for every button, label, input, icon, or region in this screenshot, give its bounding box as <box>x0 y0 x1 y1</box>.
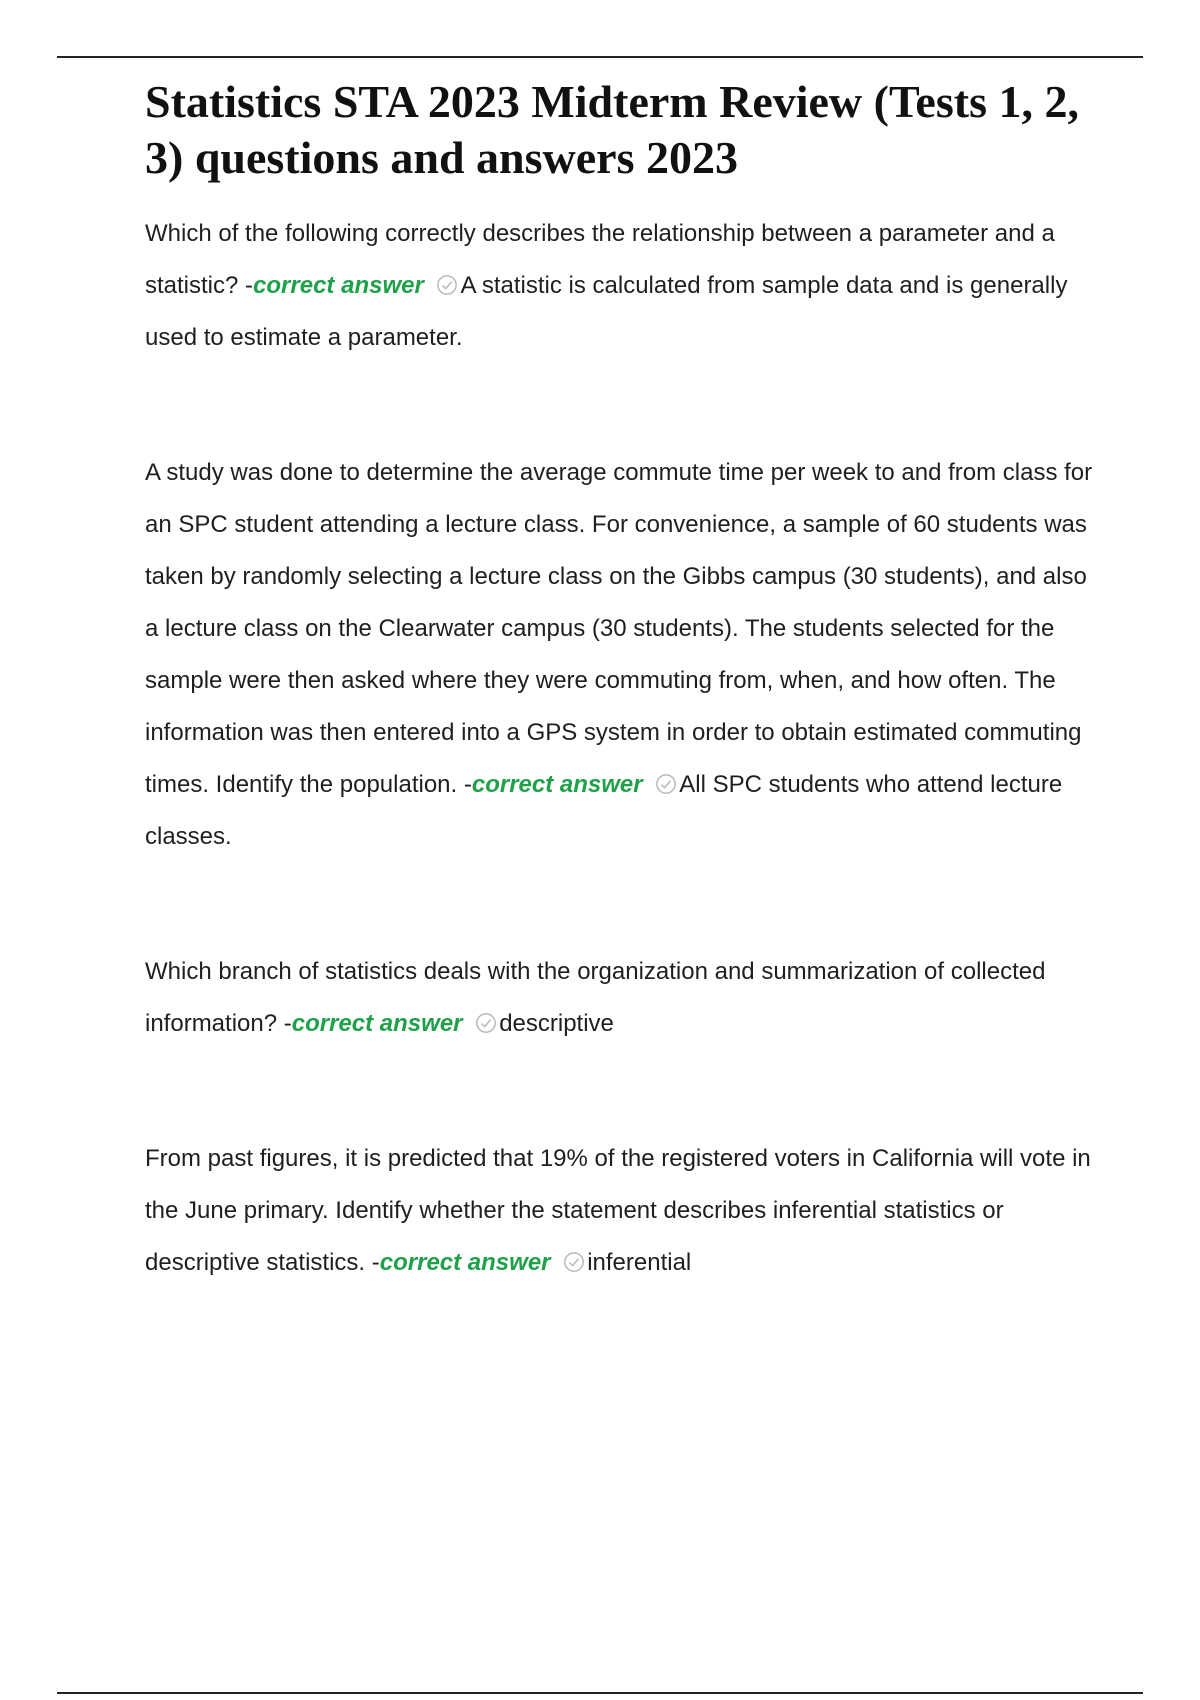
document-body <box>145 74 1095 1289</box>
check-circle-icon <box>563 1251 585 1273</box>
question-text: A study was done to determine the average commute time per week to and from class for an SPC student attending a lecture class. For convenience, a sample of 60 students was taken by randomly selecting a lecture class on the Gibbs campus (30 students), and also a lecture class on the Clearwater campus (30 students). The students selected for the sample were then asked where they were commuting from, when, and how often. The information was then entered into a GPS system in order to obtain estimated commuting times. Identify the population. <box>145 459 1093 798</box>
qa-item-3: Which branch of statistics deals with the organization and summarization of collected information? -correct answer descriptive <box>145 958 1046 1037</box>
correct-answer-label: correct answer <box>291 1010 463 1037</box>
answer-text: A statistic is calculated from sample data and is generally used to estimate a parameter. <box>145 272 1068 351</box>
qa-item-1: Which of the following correctly describes the relationship between a parameter and a statistic? -correct answer A statistic is calculated from sample data and is generally used to estimate a parameter. <box>145 220 1068 351</box>
answer-text: inferential <box>587 1249 692 1276</box>
answer-text: descriptive <box>499 1010 614 1037</box>
top-rule <box>57 56 1143 58</box>
question-text: Which of the following correctly describes the relationship between a parameter and a statistic? <box>145 220 1055 299</box>
correct-answer-label: correct answer <box>471 771 643 798</box>
qa-item-4: From past figures, it is predicted that 19% of the registered voters in California will vote in the June primary. Identify whether the statement describes inferential statistics or descriptive statistics. -correct answer inferential <box>145 1145 1091 1276</box>
check-circle-icon <box>475 1012 497 1034</box>
qa-item-2: A study was done to determine the average commute time per week to and from class for an SPC student attending a lecture class. For convenience, a sample of 60 students was taken by randomly selecting a lecture class on the Gibbs campus (30 students), and also a lecture class on the Clearwater campus (30 students). The students selected for the sample were then asked where they were commuting from, when, and how often. The information was then entered into a GPS system in order to obtain estimated commuting times. Identify the population. -correct answer All SPC students who attend lecture classes. <box>145 459 1093 850</box>
correct-answer-label: correct answer <box>379 1249 551 1276</box>
answer-text: All SPC students who attend lecture classes. <box>145 771 1063 850</box>
check-circle-icon <box>436 274 458 296</box>
question-text: Which branch of statistics deals with the organization and summarization of collected information? <box>145 958 1046 1037</box>
correct-answer-label: correct answer <box>253 272 424 299</box>
question-text: From past figures, it is predicted that 19% of the registered voters in California will vote in the June primary. Identify whether the statement describes inferential statistics or descriptive statistics. <box>145 1145 1091 1276</box>
document-title: Statistics STA 2023 Midterm Review (Tests 1, 2, 3) questions and answers 2023 <box>145 76 1079 183</box>
bottom-rule <box>57 1692 1143 1694</box>
check-circle-icon <box>655 773 677 795</box>
